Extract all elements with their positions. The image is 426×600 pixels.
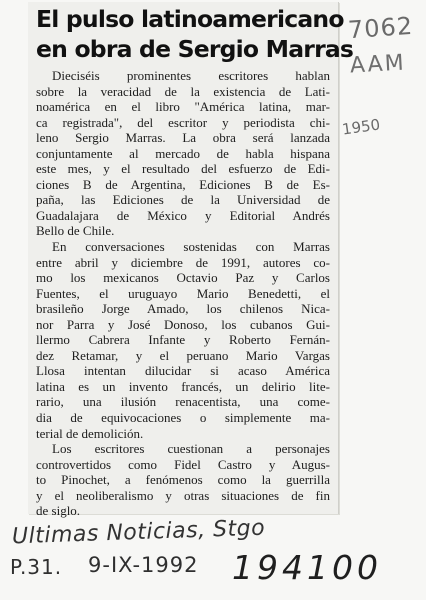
paragraph-3 (36, 441, 330, 519)
text-line: y el neoliberalismo y otras situaciones de fin (36, 487, 330, 503)
text-line: entre abril y diciembre de 1991, autores co- (36, 254, 330, 270)
article-body (36, 68, 330, 519)
text-line: ca registrada", del escritor y periodista chi- (36, 114, 330, 130)
text-line: to Pinochet, a fenómenos como la guerrilla (36, 472, 330, 488)
paragraph-2 (36, 239, 330, 441)
text-line: rario, una ilusión renacentista, una come- (36, 394, 330, 410)
handwritten-year: 1950 (340, 115, 382, 139)
text-line: brasileño Jorge Amado, los chilenos Nica- (36, 301, 330, 317)
text-line: En conversaciones sostenidas con Marras (52, 239, 330, 255)
text-line: Llosa intentan dilucidar si acaso América (36, 363, 330, 379)
text-line: noamérica en el libro "América latina, mar- (36, 99, 330, 115)
text-line: terial de demolición. (36, 425, 144, 441)
headline-line: El pulso latinoamericano (36, 5, 344, 33)
handwritten-initials: AAM (349, 50, 407, 79)
text-line: mo los mexicanos Octavio Paz y Carlos (36, 270, 330, 286)
handwritten-code: 7062 (347, 11, 414, 45)
text-line: dia de equivocaciones o simplemente ma- (36, 410, 330, 426)
text-line: este mes, y el resultado del esfuerzo de Edi- (36, 161, 330, 177)
text-line: dez Retamar, y el peruano Mario Vargas (36, 347, 330, 363)
headline (36, 4, 354, 64)
text-line: sobre la veracidad de la existencia de Lati- (36, 83, 330, 99)
handwritten-date: 9-IX-1992 (88, 553, 199, 577)
text-line: conjuntamente al mercado de habla hispana (36, 145, 330, 161)
text-line: leno Sergio Marras. La obra será lanzada (36, 130, 330, 146)
text-line: llermo Cabrera Infante y Roberto Fernán- (36, 332, 330, 348)
text-line: Fuentes, el uruguayo Mario Benedetti, el (36, 285, 330, 301)
text-line: latina es un invento francés, un delirio lite- (36, 378, 330, 394)
text-line: Dieciséis prominentes escritores hablan (52, 68, 330, 83)
text-line: ciones B de Argentina, Ediciones B de Es- (36, 176, 330, 192)
headline-line: en obra de Sergio Marras (36, 35, 354, 63)
paragraph-1 (36, 68, 330, 239)
handwritten-record-number: 194100 (232, 548, 382, 587)
text-line: paña, las Ediciones de la Universidad de (36, 192, 330, 208)
text-line: controvertidos como Fidel Castro y Augus- (36, 456, 330, 472)
text-line: de siglo. (36, 503, 81, 519)
text-line: nor Parra y José Donoso, los cubanos Gui- (36, 316, 330, 332)
handwritten-page: P.31. (10, 555, 63, 579)
handwritten-source: Ultimas Noticias, Stgo (11, 515, 266, 550)
text-line: Guadalajara de México y Editorial Andrés (36, 207, 330, 223)
text-line: Bello de Chile. (36, 223, 115, 239)
text-line: Los escritores cuestionan a personajes (52, 441, 330, 457)
